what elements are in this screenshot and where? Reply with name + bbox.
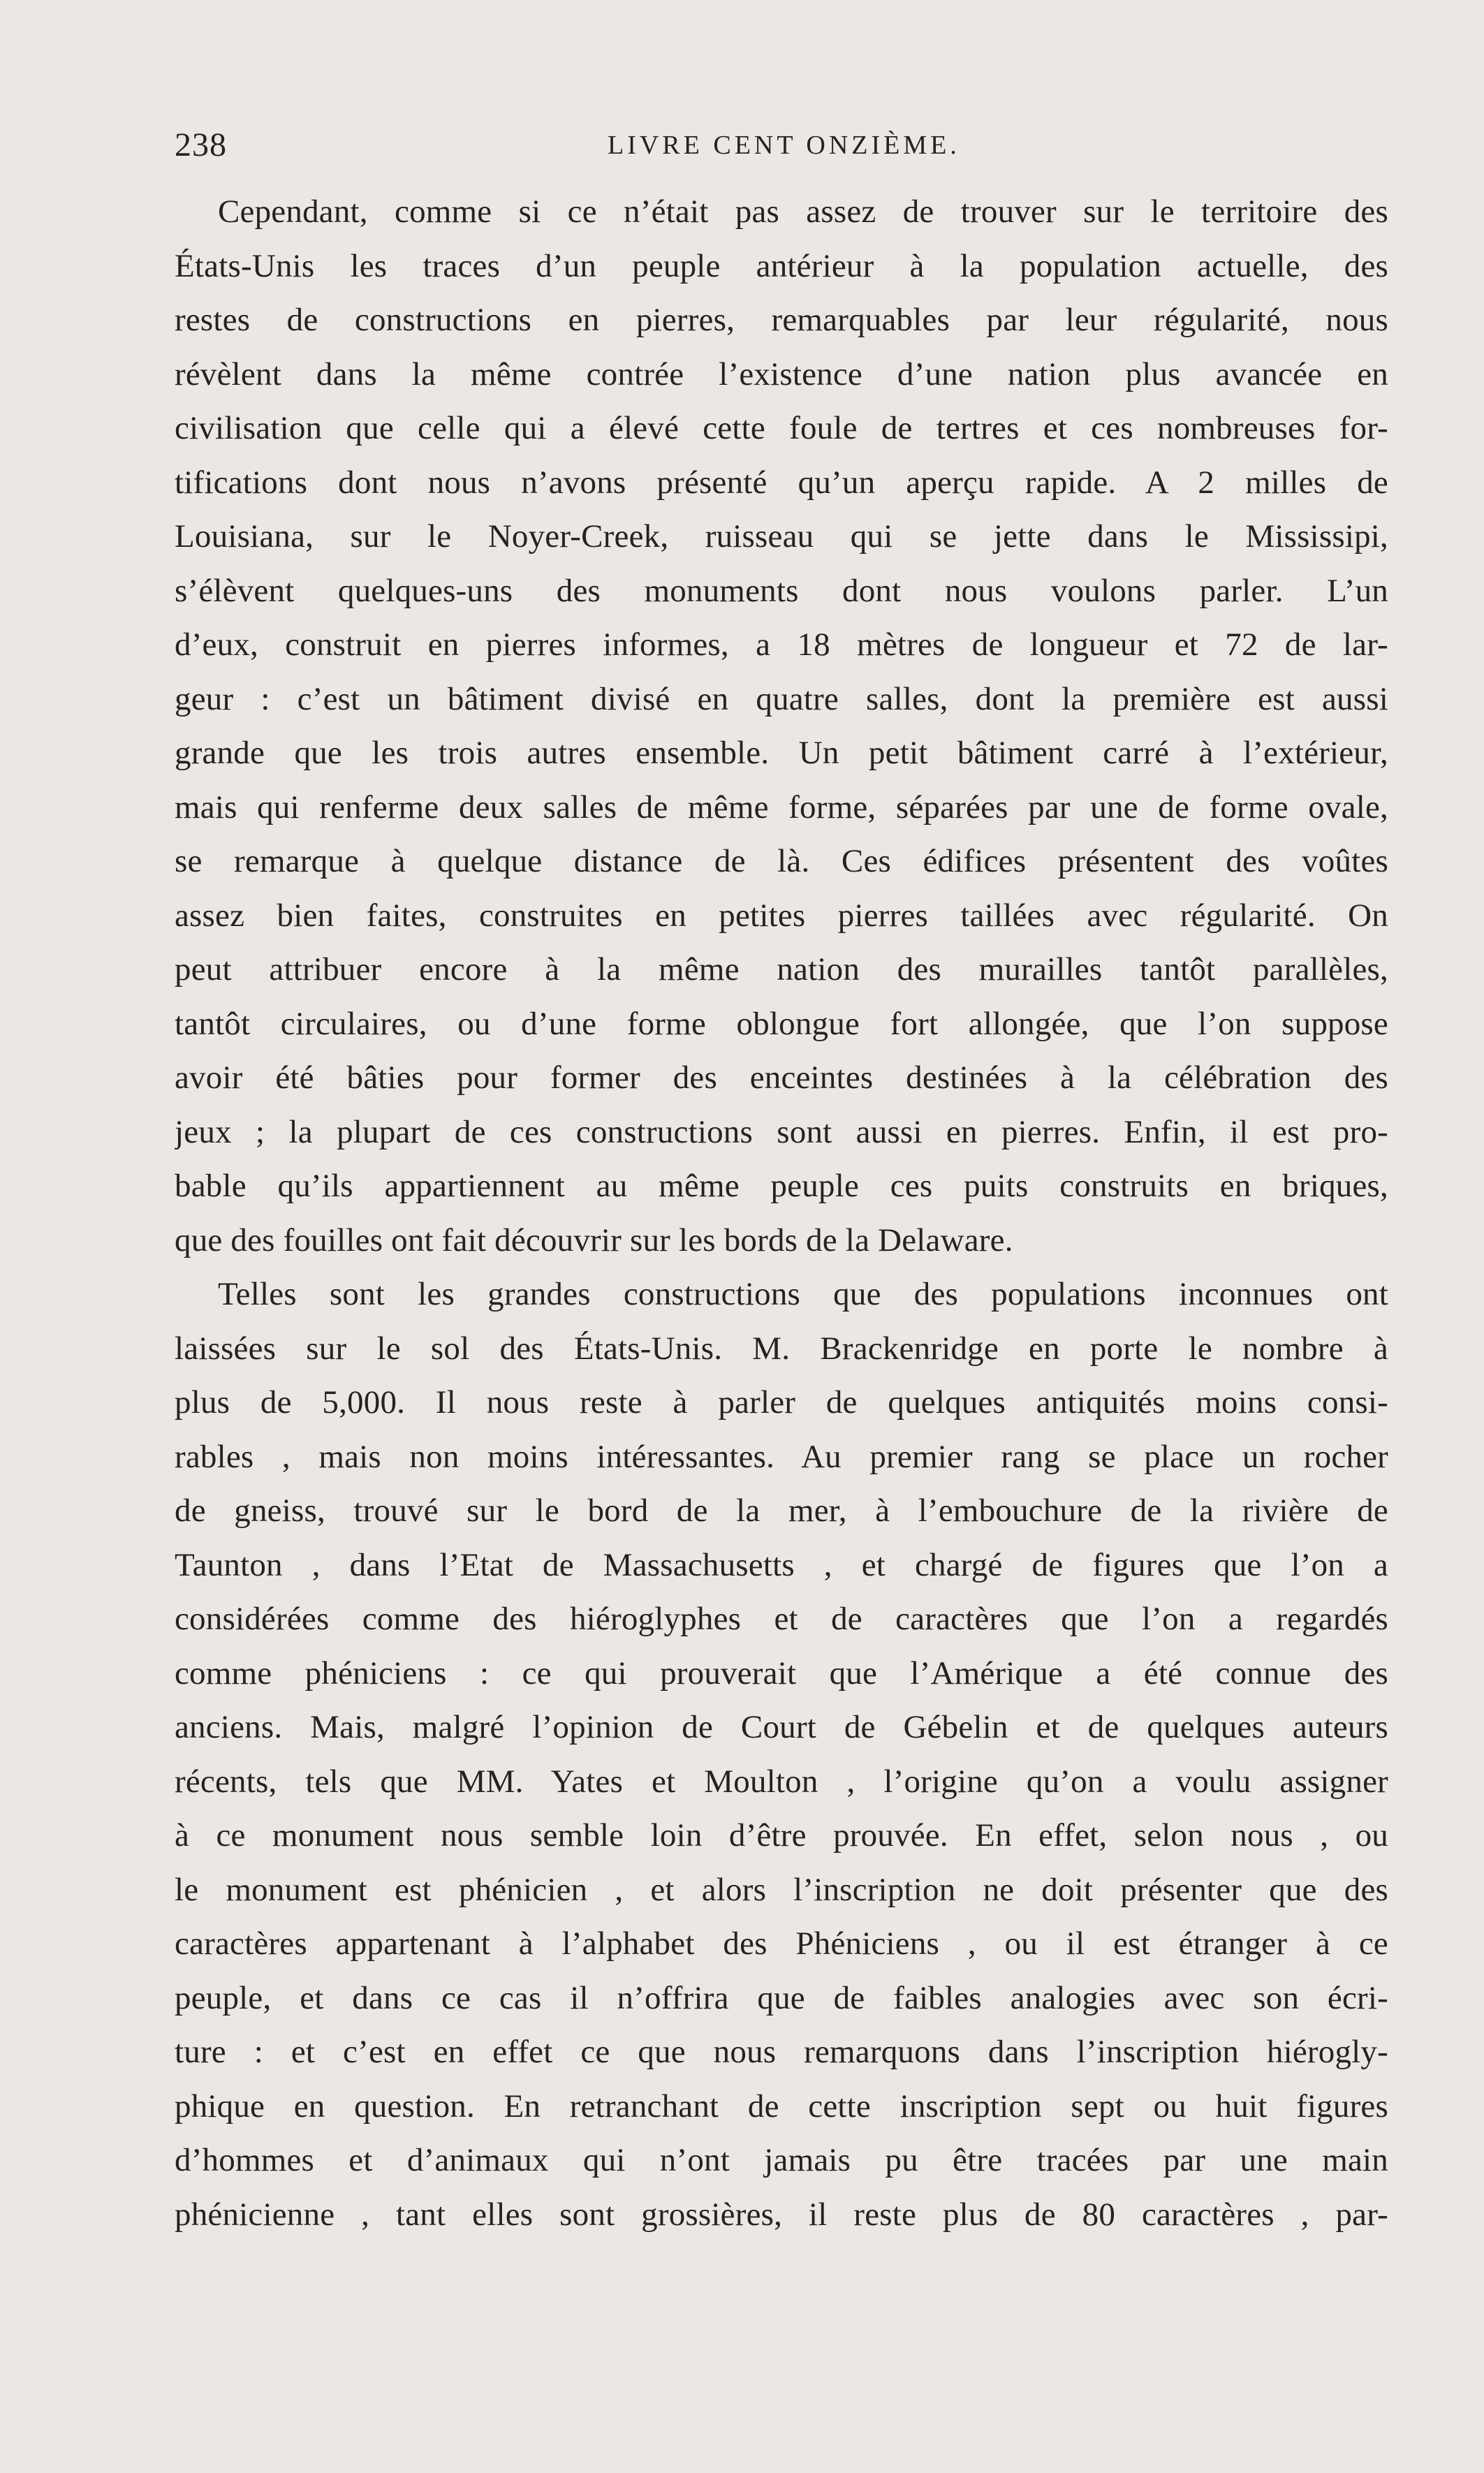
text-line: que des fouilles ont fait découvrir sur les bords de la Delaware. [175, 1221, 1013, 1258]
text-line: peut attribuer encore à la même nation des murailles tantôt parallèles, [175, 951, 1388, 988]
text-line: jeux ; la plupart de ces constructions sont aussi en pierres. Enfin, il est pro- [175, 1113, 1388, 1150]
text-line: à ce monument nous semble loin d’être prouvée. En effet, selon nous , ou [175, 1817, 1388, 1854]
text-line: Cependant, comme si ce n’était pas assez de trouver sur le territoire des [218, 193, 1388, 230]
text-line: tifications dont nous n’avons présenté qu’un aperçu rapide. A 2 milles de [175, 464, 1388, 501]
text-line: d’hommes et d’animaux qui n’ont jamais pu être tracées par une main [175, 2142, 1388, 2178]
text-line: révèlent dans la même contrée l’existence d’une nation plus avancée en [175, 355, 1388, 392]
text-line: plus de 5,000. Il nous reste à parler de quelques antiquités moins consi- [175, 1384, 1388, 1421]
text-line: considérées comme des hiéroglyphes et de caractères que l’on a regardés [175, 1601, 1388, 1637]
text-line: se remarque à quelque distance de là. Ces édifices présentent des voûtes [175, 843, 1388, 879]
body-text [175, 185, 1388, 2242]
text-line: restes de constructions en pierres, remarquables par leur régularité, nous [175, 302, 1388, 338]
text-line: le monument est phénicien , et alors l’inscription ne doit présenter que des [175, 1871, 1388, 1908]
page-header [175, 112, 1388, 168]
text-line: Louisiana, sur le Noyer-Creek, ruisseau qui se jette dans le Mississipi, [175, 518, 1388, 555]
text-line: tantôt circulaires, ou d’une forme oblongue fort allongée, que l’on suppose [175, 1005, 1388, 1042]
text-line: Taunton , dans l’Etat de Massachusetts , et chargé de figures que l’on a [175, 1546, 1388, 1583]
text-line: civilisation que celle qui a élevé cette foule de tertres et ces nombreuses for- [175, 410, 1388, 446]
text-line: ture : et c’est en effet ce que nous remarquons dans l’inscription hiérogly- [175, 2034, 1388, 2070]
text-line: d’eux, construit en pierres informes, a 18 mètres de longueur et 72 de lar- [175, 626, 1388, 663]
text-line: phénicienne , tant elles sont grossières, il reste plus de 80 caractères , par- [175, 2196, 1388, 2233]
text-line: bable qu’ils appartiennent au même peuple ces puits construits en briques, [175, 1168, 1388, 1204]
text-line: de gneiss, trouvé sur le bord de la mer, à l’embouchure de la rivière de [175, 1492, 1388, 1529]
text-line: laissées sur le sol des États-Unis. M. Brackenridge en porte le nombre à [175, 1330, 1388, 1367]
text-line: peuple, et dans ce cas il n’offrira que de faibles analogies avec son écri- [175, 1979, 1388, 2016]
text-line: récents, tels que MM. Yates et Moulton , l’origine qu’on a voulu assigner [175, 1763, 1388, 1800]
text-line: anciens. Mais, malgré l’opinion de Court de Gébelin et de quelques auteurs [175, 1709, 1388, 1745]
text-line: caractères appartenant à l’alphabet des Phéniciens , ou il est étranger à ce [175, 1925, 1388, 1962]
text-line: phique en question. En retranchant de cette inscription sept ou huit figures [175, 2087, 1388, 2125]
text-line: États-Unis les traces d’un peuple antérieur à la population actuelle, des [175, 247, 1388, 284]
text-line: avoir été bâties pour former des enceintes destinées à la célébration des [175, 1059, 1388, 1096]
text-line: mais qui renferme deux salles de même forme, séparées par une de forme ovale, [175, 788, 1388, 825]
page-number: 238 [175, 126, 227, 163]
text-line: rables , mais non moins intéressantes. Au premier rang se place un rocher [175, 1438, 1388, 1475]
text-line: assez bien faites, construites en petites pierres taillées avec régularité. On [175, 897, 1388, 934]
text-line: Telles sont les grandes constructions que des populations inconnues ont [218, 1276, 1388, 1312]
text-line: comme phéniciens : ce qui prouverait que l’Amérique a été connue des [175, 1654, 1388, 1692]
running-title: LIVRE CENT ONZIÈME. [608, 131, 960, 160]
text-line: geur : c’est un bâtiment divisé en quatre salles, dont la première est aussi [175, 680, 1388, 717]
text-line: grande que les trois autres ensemble. Un petit bâtiment carré à l’extérieur, [175, 735, 1388, 771]
text-line: s’élèvent quelques-uns des monuments dont nous voulons parler. L’un [175, 572, 1388, 609]
